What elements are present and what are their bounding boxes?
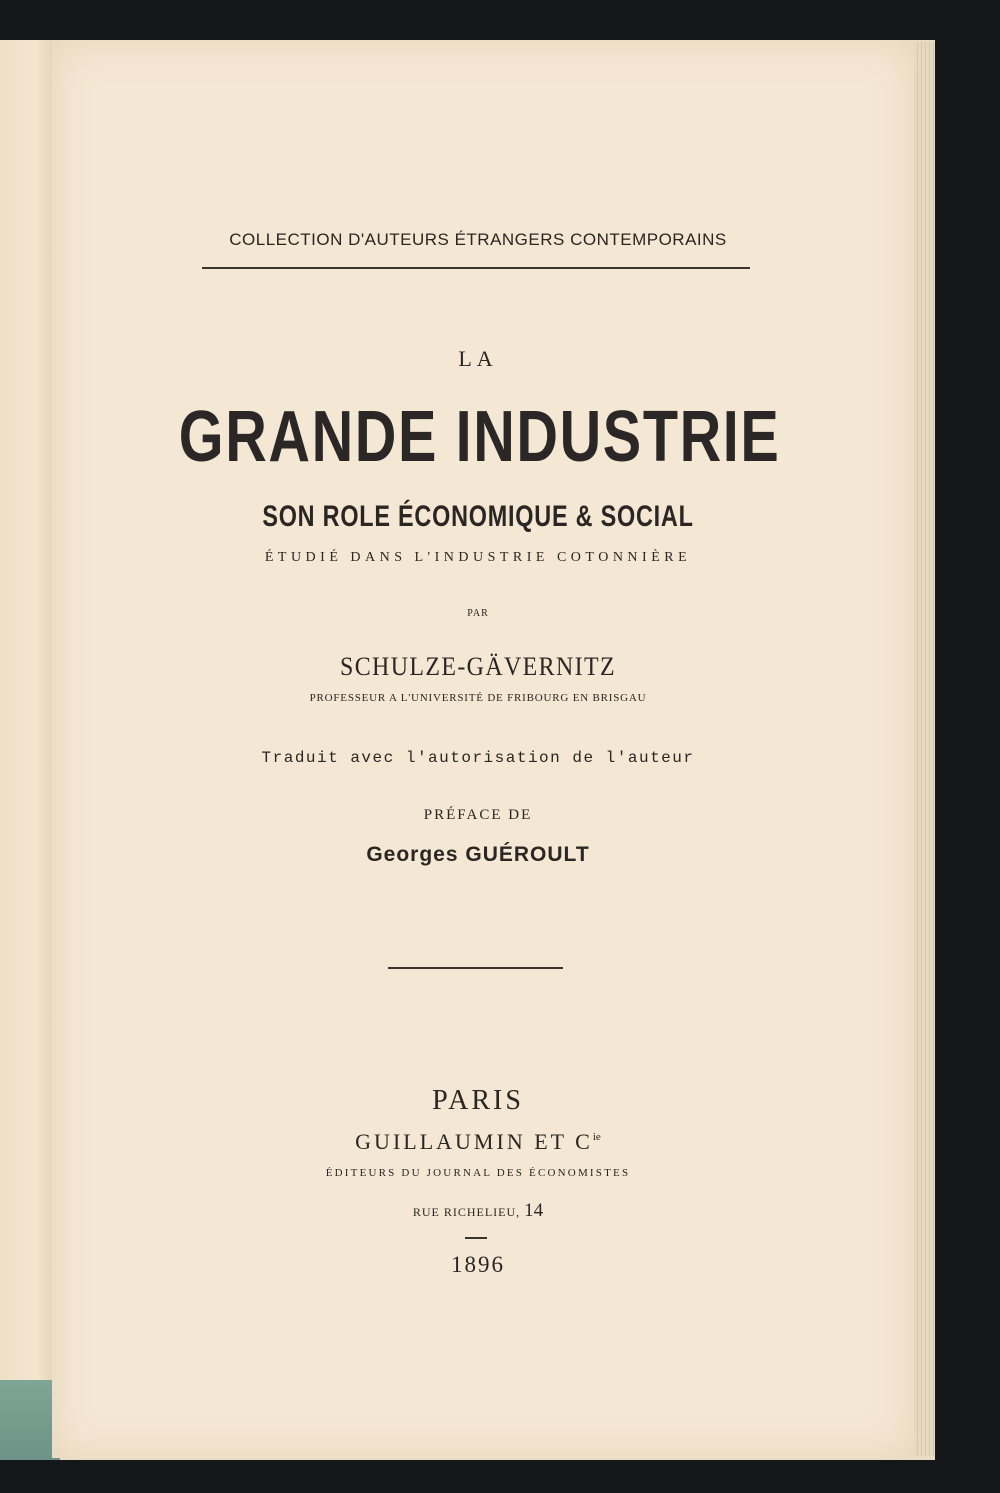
imprint-address: [104, 1200, 852, 1222]
title-page: [52, 40, 914, 1458]
translation-note: Traduit avec l'autorisation de l'auteur: [261, 749, 695, 767]
imprint-year: 1896: [451, 1252, 505, 1277]
study-line: ÉTUDIÉ DANS L'INDUSTRIE COTONNIÈRE: [264, 550, 692, 565]
preface-label: PRÉFACE DE: [423, 807, 533, 823]
collection-heading: COLLECTION D'AUTEURS ÉTRANGERS CONTEMPORAINS: [229, 230, 727, 249]
book-gutter: [0, 40, 52, 1380]
preface-author: Georges GUÉROULT: [366, 843, 590, 866]
imprint-city: PARIS: [432, 1085, 524, 1116]
page-fore-edge: [914, 42, 934, 1456]
cloth-binding-strip: [0, 1380, 60, 1460]
year-dash: [465, 1237, 487, 1239]
title-article: LA: [458, 346, 498, 371]
address-street: RUE RICHELIEU,: [412, 1205, 521, 1219]
author-title: PROFESSEUR A L'UNIVERSITÉ DE FRIBOURG EN BRISGAU: [309, 692, 647, 704]
top-rule: [202, 267, 750, 269]
subtitle: SON ROLE ÉCONOMIQUE & SOCIAL: [262, 500, 694, 533]
main-title: GRANDE INDUSTRIE: [178, 397, 781, 477]
address-number: 14: [524, 1200, 544, 1221]
publisher-role: ÉDITEURS DU JOURNAL DES ÉCONOMISTES: [325, 1167, 631, 1179]
author-name: SCHULZE-GÄVERNITZ: [340, 652, 616, 681]
middle-rule: [388, 967, 563, 969]
imprint-publisher: [104, 1129, 852, 1155]
publisher-superscript: ie: [592, 1131, 601, 1143]
publisher-name: GUILLAUMIN ET C: [355, 1129, 593, 1154]
by-line: PAR: [467, 608, 489, 619]
